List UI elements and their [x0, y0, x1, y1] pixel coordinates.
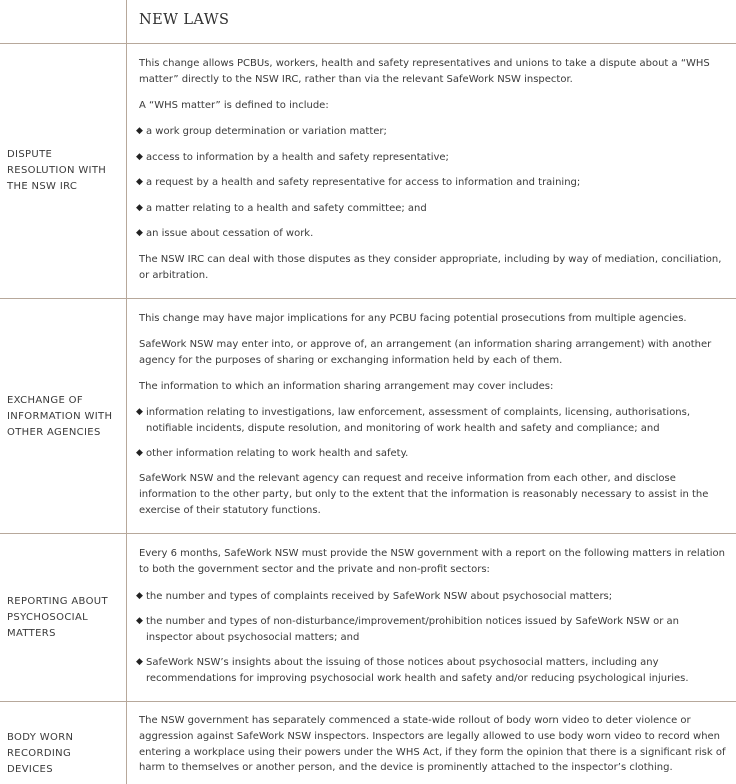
list-item: ◆ access to information by a health and safety representative;	[136, 150, 726, 166]
row-rule	[0, 701, 736, 702]
list-item: ◆ a request by a health and safety representative for access to information and training;	[136, 175, 726, 191]
row-text: The NSW government has separately commenced a state-wide rollout of body worn video to deter violence or aggression against SafeWork NSW inspectors. Inspectors are legally allowed to use body worn video to record when entering a workplace using their powers under the WHS Act, if they form the opinion that there is a significant risk of harm to themselves or another person, and the device is prominently attached to the inspector’s clothing.	[139, 715, 726, 774]
diamond-bullet-icon: ◆	[136, 177, 143, 187]
row-text: The NSW IRC can deal with those disputes as they consider appropriate, including by way of mediation, conciliation, or arbitration.	[139, 254, 722, 281]
diamond-bullet-icon: ◆	[136, 448, 143, 458]
row-text: This change may have major implications for any PCBU facing potential prosecutions from multiple agencies.	[139, 313, 687, 324]
list-item: ◆ an issue about cessation of work.	[136, 226, 726, 242]
row-rule	[0, 533, 736, 534]
row-text: Every 6 months, SafeWork NSW must provide the NSW government with a report on the following matters in relation to both the government sector and the private and non-profit sectors:	[139, 548, 725, 575]
column-divider	[126, 0, 127, 784]
diamond-bullet-icon: ◆	[136, 152, 143, 162]
row-text: SafeWork NSW and the relevant agency can request and receive information from each other, and disclose information to the other party, but only to the extent that the information is reasonably necessary to assist in the exercise of their statutory functions.	[139, 473, 709, 516]
row-label-exchange: EXCHANGE OF INFORMATION WITH OTHER AGENCIES	[7, 395, 113, 438]
list-item: ◆ the number and types of complaints received by SafeWork NSW about psychosocial matters;	[136, 589, 726, 605]
page-title: NEW LAWS	[139, 12, 230, 28]
row-label-body-worn: BODY WORN RECORDING DEVICES	[7, 732, 74, 775]
row-label-dispute: DISPUTE RESOLUTION WITH THE NSW IRC	[7, 149, 107, 192]
list-item: ◆ other information relating to work health and safety.	[136, 446, 726, 462]
row-text: A “WHS matter” is defined to include:	[139, 100, 329, 111]
list-item: ◆ SafeWork NSW’s insights about the issuing of those notices about psychosocial matters, including any recommendations for improving psychosocial work health and safety and/or reducing psychological injuries.	[136, 657, 689, 684]
row-label-reporting: REPORTING ABOUT PSYCHOSOCIAL MATTERS	[7, 596, 108, 639]
row-text: This change allows PCBUs, workers, health and safety representatives and unions to take a dispute about a “WHS matter” directly to the NSW IRC, rather than via the relevant SafeWork NSW inspector.	[139, 58, 710, 85]
diamond-bullet-icon: ◆	[136, 126, 143, 136]
diamond-bullet-icon: ◆	[136, 591, 143, 601]
row-text: The information to which an information sharing arrangement may cover includes:	[139, 381, 554, 392]
diamond-bullet-icon: ◆	[136, 228, 143, 238]
list-item: ◆ a matter relating to a health and safety committee; and	[136, 201, 726, 217]
row-rule	[0, 298, 736, 299]
row-text: SafeWork NSW may enter into, or approve of, an arrangement (an information sharing arrangement) with another agency for the purposes of sharing or exchanging information held by each of them.	[139, 339, 712, 366]
diamond-bullet-icon: ◆	[136, 203, 143, 213]
list-item: ◆ a work group determination or variation matter;	[136, 124, 726, 140]
diamond-bullet-icon: ◆	[136, 616, 143, 626]
diamond-bullet-icon: ◆	[136, 407, 143, 417]
list-item: ◆ information relating to investigations, law enforcement, assessment of complaints, licensing, authorisations, notifiable incidents, dispute resolution, and monitoring of work health and safety and compliance; and	[136, 407, 691, 434]
diamond-bullet-icon: ◆	[136, 657, 143, 667]
header-rule	[0, 43, 736, 44]
list-item: ◆ the number and types of non-disturbance/improvement/prohibition notices issued by SafeWork NSW or an inspector about psychosocial matters; and	[136, 616, 679, 643]
